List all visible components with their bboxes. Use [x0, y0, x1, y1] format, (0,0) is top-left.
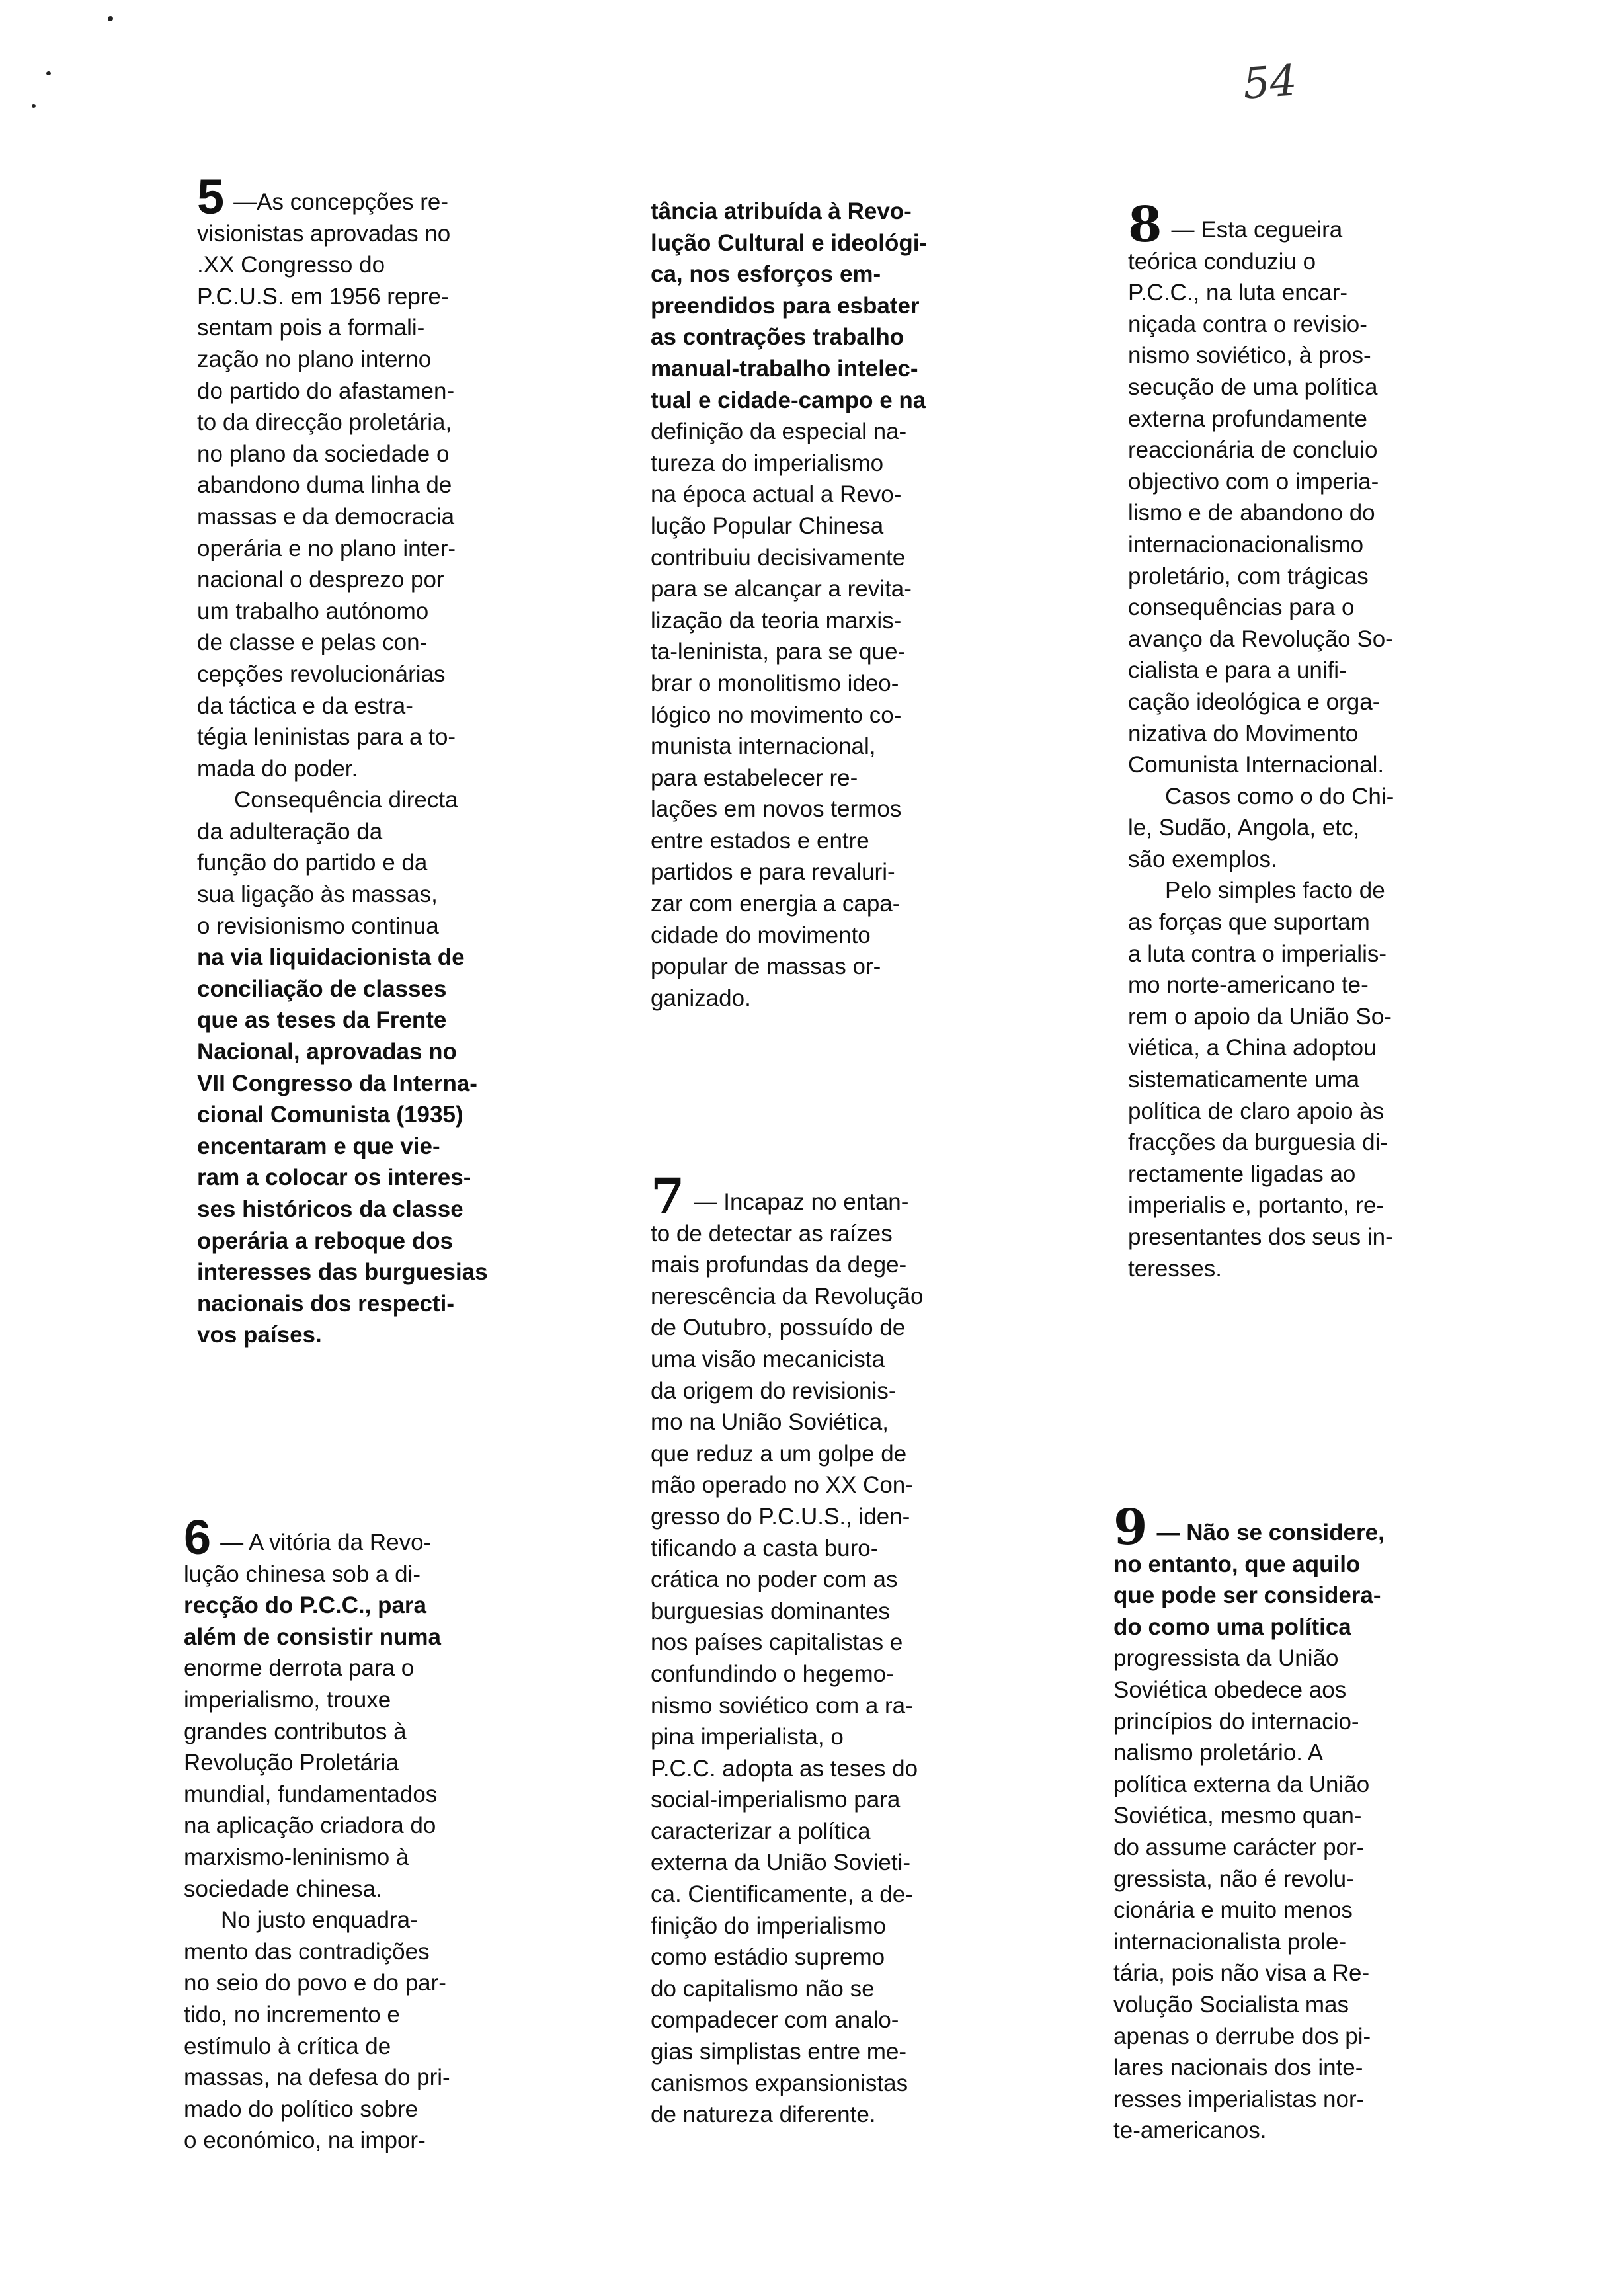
section-7-line: nos países capitalistas e: [651, 1629, 903, 1656]
section-5-line: Nacional, aprovadas no: [197, 1039, 457, 1065]
section-6-line: enorme derrota para o: [184, 1655, 415, 1682]
section-5-line: abandono duma linha de: [197, 472, 452, 499]
section-7-line: to de detectar as raízes: [651, 1220, 893, 1247]
section-6-cont-line: brar o monolitismo ideo-: [651, 670, 899, 696]
section-7-line: da origem do revisionis-: [651, 1377, 897, 1404]
section-8-line: fracções da burguesia di-: [1128, 1129, 1388, 1156]
section-9-line: no entanto, que aquilo: [1113, 1551, 1361, 1577]
section-6-line: massas, na defesa do pri-: [184, 2065, 450, 2091]
section-9: [1113, 1499, 1385, 2147]
section-6-cont-line: tureza do imperialismo: [651, 450, 884, 476]
section-7-line: social-imperialismo para: [651, 1787, 901, 1813]
section-8-line: as forças que suportam: [1128, 909, 1370, 936]
section-8-line: proletário, com trágicas: [1128, 563, 1369, 589]
section-8-line: imperialis e, portanto, re-: [1128, 1192, 1385, 1219]
section-5-line: da táctica e da estra-: [197, 692, 413, 719]
section-5-line: cepções revolucionárias: [197, 661, 446, 687]
section-9-line: tária, pois não visa a Re-: [1113, 1960, 1370, 1987]
section-6-line-1: 6 — A vitória da Revo-: [184, 1510, 432, 1565]
section-5-line: do partido do afastamen-: [197, 378, 455, 404]
section-6-cont-line: as contrações trabalho: [651, 324, 904, 350]
section-7-line: externa da União Sovieti-: [651, 1850, 910, 1876]
section-7-line: burguesias dominantes: [651, 1598, 890, 1624]
section-5-line: vos países.: [197, 1322, 322, 1348]
section-5-line: to da direcção proletária,: [197, 409, 452, 436]
section-6-cont-line: tual e cidade-campo e na: [651, 387, 926, 413]
section-7-line: P.C.C. adopta as teses do: [651, 1755, 918, 1782]
section-6-cont-line: lução Popular Chinesa: [651, 512, 884, 539]
section-6-line: estímulo à crítica de: [184, 2033, 391, 2059]
section-8-line: consequências para o: [1128, 594, 1355, 621]
section-6-line: mento das contradições: [184, 1938, 430, 1965]
section-6-cont-line: lução Cultural e ideológi-: [651, 229, 928, 256]
section-6-cont-line: entre estados e entre: [651, 827, 869, 854]
section-7-line: mão operado no XX Con-: [651, 1472, 913, 1498]
section-8-line: Comunista Internacional.: [1128, 752, 1385, 778]
section-6-cont-line: preendidos para esbater: [651, 292, 920, 319]
section-7-line: canismos expansionistas: [651, 2070, 908, 2096]
section-5-line: um trabalho autónomo: [197, 598, 429, 624]
section-5-line: conciliação de classes: [197, 975, 447, 1002]
section-6-line: mado do político sobre: [184, 2096, 419, 2122]
section-9-numeral: 9: [1113, 1499, 1148, 1556]
section-6-cont-line: definição da especial na-: [651, 419, 907, 445]
section-8-line: política de claro apoio às: [1128, 1098, 1385, 1124]
section-9-line: internacionalista prole-: [1113, 1928, 1347, 1955]
section-5-line: massas e da democracia: [197, 503, 455, 530]
section-9-line: Soviética obedece aos: [1113, 1676, 1347, 1703]
section-8-line: niçada contra o revisio-: [1128, 311, 1367, 337]
section-5-line: nacional o desprezo por: [197, 567, 444, 593]
section-9-line: resses imperialistas nor-: [1113, 2086, 1365, 2112]
section-9-line: gressista, não é revolu-: [1113, 1866, 1354, 1892]
section-8-line: avanço da Revolução So-: [1128, 626, 1393, 652]
section-8-line: são exemplos.: [1128, 846, 1277, 872]
section-7-line: que reduz a um golpe de: [651, 1440, 907, 1467]
section-6-line: Revolução Proletária: [184, 1750, 399, 1776]
section-6-line: além de consistir numa: [184, 1623, 442, 1650]
section-9-line: do como uma política: [1113, 1614, 1351, 1640]
section-5-line: Consequência directa: [234, 787, 458, 813]
section-8-line-1: 8 — Esta cegueira: [1128, 196, 1343, 253]
section-6-cont-line: ganizado.: [651, 985, 751, 1011]
section-5-line: ses históricos da classe: [197, 1196, 463, 1222]
section-8-line: internacionacionalismo: [1128, 531, 1364, 557]
section-6-cont-line: tância atribuída à Revo-: [651, 198, 912, 224]
section-9-line: volução Socialista mas: [1113, 1991, 1349, 2018]
section-8-line: teórica conduziu o: [1128, 248, 1316, 274]
section-6-cont-line: zar com energia a capa-: [651, 891, 901, 917]
section-5-line: tégia leninistas para a to-: [197, 724, 456, 751]
section-9-line: apenas o derrube dos pi-: [1113, 2023, 1371, 2049]
section-7-line: gresso do P.C.U.S., iden-: [651, 1503, 910, 1530]
section-6-cont-line: lógico no movimento co-: [651, 702, 902, 728]
section-5-line: cional Comunista (1935): [197, 1102, 463, 1128]
section-5-line: sua ligação às massas,: [197, 882, 438, 908]
section-5-line: sentam pois a formali-: [197, 315, 425, 341]
section-7-line: ca. Cientificamente, a de-: [651, 1881, 913, 1908]
section-6-line: marxismo-leninismo à: [184, 1844, 409, 1870]
section-7-line: nerescência da Revolução: [651, 1283, 924, 1309]
section-6: [184, 1510, 450, 2156]
section-7-line: de natureza diferente.: [651, 2102, 876, 2128]
section-8-line: le, Sudão, Angola, etc,: [1128, 815, 1360, 841]
section-5-line: nacionais dos respecti-: [197, 1290, 455, 1317]
section-7-line-1: 7 — Incapaz no entan-: [651, 1168, 909, 1225]
section-7-line: mais profundas da dege-: [651, 1252, 907, 1278]
section-6-line: grandes contributos à: [184, 1718, 407, 1744]
section-6-line: sociedade chinesa.: [184, 1875, 382, 1902]
section-9-line: que pode ser considera-: [1113, 1582, 1381, 1609]
section-5: [197, 169, 488, 1351]
page-number: 54: [1241, 56, 1299, 109]
section-7-line: gias simplistas entre me-: [651, 2039, 907, 2065]
section-6-line: no seio do povo e do par-: [184, 1970, 446, 1996]
section-6-line: tido, no incremento e: [184, 2001, 400, 2028]
section-6-line: recção do P.C.C., para: [184, 1592, 427, 1619]
section-9-line: nalismo proletário. A: [1113, 1740, 1324, 1766]
section-6-cont-line: lações em novos termos: [651, 796, 902, 823]
section-5-line: interesses das burguesias: [197, 1259, 488, 1286]
section-6-cont-line: lização da teoria marxis-: [651, 607, 902, 634]
section-8-line: nizativa do Movimento: [1128, 720, 1359, 747]
section-6-line: o económico, na impor-: [184, 2127, 426, 2154]
section-8-line: externa profundamente: [1128, 405, 1367, 432]
section-8-line: rectamente ligadas ao: [1128, 1161, 1356, 1187]
section-7-line: compadecer com analo-: [651, 2007, 899, 2033]
section-5-line: zação no plano interno: [197, 346, 432, 372]
section-8-line: presentantes dos seus in-: [1128, 1224, 1393, 1250]
section-7-line: mo na União Soviética,: [651, 1409, 889, 1436]
section-6-cont-line: cidade do movimento: [651, 922, 871, 948]
section-7-numeral: 7: [651, 1168, 685, 1225]
section-8-line: reaccionária de concluio: [1128, 437, 1378, 464]
section-7-line: caracterizar a política: [651, 1818, 871, 1844]
section-9-line: política externa da União: [1113, 1771, 1370, 1797]
scan-speck: [108, 16, 113, 21]
section-8: [1128, 196, 1394, 1284]
section-6-continued: [651, 196, 927, 1014]
section-7-line: pina imperialista, o: [651, 1724, 844, 1750]
section-8-numeral: 8: [1128, 196, 1162, 253]
section-7-line: de Outubro, possuído de: [651, 1315, 906, 1341]
section-5-line: na via liquidacionista de: [197, 944, 465, 971]
section-5-line: de classe e pelas con-: [197, 630, 428, 656]
section-6-line: na aplicação criadora do: [184, 1813, 436, 1839]
section-6-cont-line: contribuiu decisivamente: [651, 544, 906, 571]
section-8-line: secução de uma política: [1128, 374, 1378, 400]
scan-speck: [32, 104, 36, 108]
section-8-line: P.C.C., na luta encar-: [1128, 280, 1348, 306]
section-9-line: do assume carácter por-: [1113, 1834, 1365, 1860]
section-9-line: Soviética, mesmo quan-: [1113, 1803, 1362, 1829]
section-5-line: que as teses da Frente: [197, 1007, 447, 1034]
section-6-cont-line: popular de massas or-: [651, 954, 881, 980]
section-5-line: .XX Congresso do: [197, 252, 385, 278]
section-6-cont-line: para se alcançar a revita-: [651, 576, 912, 602]
section-5-line: o revisionismo continua: [197, 913, 439, 939]
section-5-line-1: 5 —As concepções re-: [197, 169, 449, 224]
section-8-line: Pelo simples facto de: [1165, 878, 1385, 904]
section-8-line: teresses.: [1128, 1255, 1222, 1282]
section-7-line: crática no poder com as: [651, 1567, 898, 1593]
section-8-line: objectivo com o imperia-: [1128, 468, 1379, 495]
section-7: [651, 1168, 924, 2131]
section-9-line: te-americanos.: [1113, 2117, 1267, 2144]
section-6-cont-line: ca, nos esforços em-: [651, 261, 881, 288]
section-7-line: como estádio supremo: [651, 1944, 885, 1971]
section-6-numeral: 6: [184, 1510, 212, 1565]
section-6-cont-line: na época actual a Revo-: [651, 481, 902, 508]
section-5-line: P.C.U.S. em 1956 repre-: [197, 283, 449, 309]
section-8-line: sistematicamente uma: [1128, 1067, 1360, 1093]
section-5-line: VII Congresso da Interna-: [197, 1070, 477, 1096]
section-9-line-1: 9 — Não se considere,: [1113, 1499, 1385, 1556]
section-9-line: progressista da União: [1113, 1645, 1339, 1672]
section-6-line: imperialismo, trouxe: [184, 1686, 391, 1713]
section-8-line: lismo e de abandono do: [1128, 500, 1375, 526]
section-6-cont-line: manual-trabalho intelec-: [651, 355, 918, 382]
section-6-cont-line: munista internacional,: [651, 733, 876, 760]
section-5-line: operária e no plano inter-: [197, 535, 456, 561]
section-6-line: mundial, fundamentados: [184, 1781, 438, 1807]
section-6-cont-line: ta-leninista, para se que-: [651, 639, 906, 665]
section-5-line: visionistas aprovadas no: [197, 220, 451, 247]
section-7-line: nismo soviético com a ra-: [651, 1692, 913, 1719]
section-7-line: do capitalismo não se: [651, 1975, 875, 2002]
section-9-line: cionária e muito menos: [1113, 1897, 1353, 1924]
section-8-line: Casos como o do Chi-: [1165, 783, 1394, 809]
section-8-line: cialista e para a unifi-: [1128, 657, 1347, 684]
section-6-line: No justo enquadra-: [221, 1907, 418, 1934]
section-8-line: a luta contra o imperialis-: [1128, 940, 1387, 967]
section-7-line: uma visão mecanicista: [651, 1346, 885, 1372]
section-9-line: princípios do internacio-: [1113, 1708, 1359, 1735]
section-5-line: da adulteração da: [197, 818, 383, 844]
section-7-line: finição do imperialismo: [651, 1912, 886, 1939]
section-6-cont-line: partidos e para revaluri-: [651, 859, 895, 885]
section-7-line: confundindo o hegemo-: [651, 1660, 894, 1687]
section-5-line: mada do poder.: [197, 755, 358, 782]
section-5-line: função do partido e da: [197, 850, 428, 876]
section-5-line: ram a colocar os interes-: [197, 1165, 471, 1191]
section-6-line: lução chinesa sob a di-: [184, 1561, 421, 1587]
scan-speck: [46, 71, 51, 75]
section-8-line: rem o apoio da União So-: [1128, 1003, 1392, 1030]
section-9-line: lares nacionais dos inte-: [1113, 2055, 1363, 2081]
section-5-line: operária a reboque dos: [197, 1227, 454, 1254]
section-5-line: no plano da sociedade o: [197, 440, 450, 467]
section-5-line: encentaram e que vie-: [197, 1133, 440, 1159]
section-8-line: cação ideológica e orga-: [1128, 688, 1381, 715]
section-5-numeral: 5: [197, 169, 225, 224]
section-7-line: tificando a casta buro-: [651, 1535, 879, 1561]
section-6-cont-line: para estabelecer re-: [651, 764, 858, 791]
section-8-line: nismo soviético, à pros-: [1128, 343, 1371, 369]
section-8-line: viética, a China adoptou: [1128, 1035, 1377, 1061]
section-8-line: mo norte-americano te-: [1128, 972, 1369, 999]
